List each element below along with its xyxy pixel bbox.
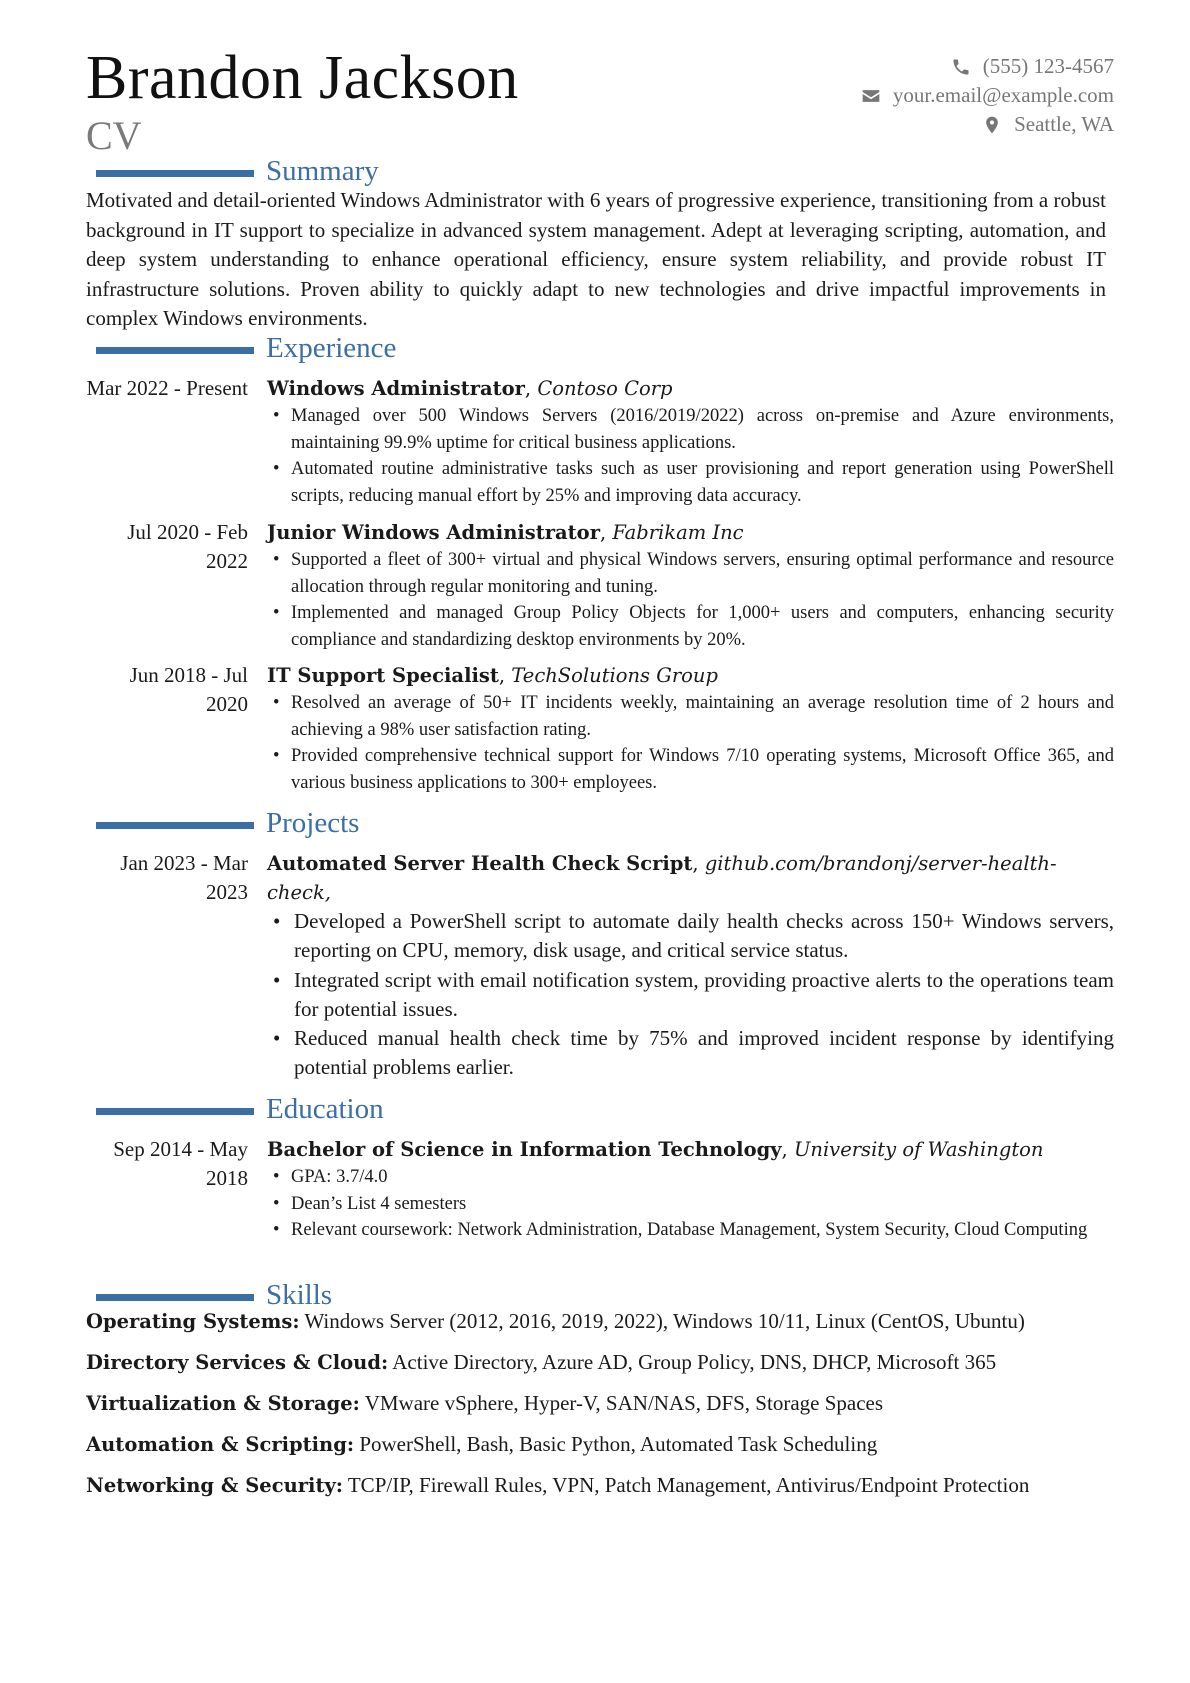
skill-row — [86, 1389, 1111, 1418]
employer: TechSolutions Group — [511, 664, 718, 687]
skill-row — [86, 1430, 1111, 1459]
entry-content — [267, 849, 1114, 1083]
skill-label: Virtualization & Storage: — [86, 1392, 360, 1415]
experience-entry — [86, 374, 1114, 509]
entry-heading: Junior Windows Administrator, Fabrikam Inc — [267, 521, 744, 544]
skill-value: TCP/IP, Firewall Rules, VPN, Patch Management, Antivirus/Endpoint Protection — [347, 1473, 1030, 1497]
skill-value: VMware vSphere, Hyper-V, SAN/NAS, DFS, Storage Spaces — [364, 1391, 884, 1415]
phone-icon — [951, 57, 971, 77]
section-title: Skills — [266, 1279, 333, 1311]
projects-heading — [96, 806, 359, 840]
skill-value: Active Directory, Azure AD, Group Policy, DNS, DHCP, Microsoft 365 — [392, 1350, 997, 1374]
list-item: • Developed a PowerShell script to automate daily health checks across 150+ Windows servers, reporting on CPU, memory, disk usage, and critical service status. — [267, 907, 1114, 966]
map-pin-icon — [982, 115, 1002, 135]
job-title: Junior Windows Administrator — [267, 521, 600, 544]
summary-text: Motivated and detail-oriented Windows Administrator with 6 years of progressive experience, transitioning from a robust background in IT support to specialize in advanced system management. Adept at leveraging scripting, automation, and deep system understanding to enhance operational efficiency, ensure system reliability, and provide robust IT infrastructure solutions. Proven ability to quickly adapt to new technologies and drive impactful improvements in complex Windows environments. — [86, 188, 1106, 330]
institution: University of Washington — [793, 1138, 1044, 1161]
skill-value: PowerShell, Bash, Basic Python, Automated Task Scheduling — [359, 1432, 878, 1456]
entry-date: Mar 2022 - Present — [86, 376, 248, 400]
bullet-list — [267, 403, 1114, 509]
entry-date: Sep 2014 - May 2018 — [113, 1137, 248, 1190]
project-entry — [86, 849, 1114, 1083]
employer: Contoso Corp — [537, 377, 673, 400]
job-title: Windows Administrator — [267, 377, 525, 400]
bullet-list — [267, 907, 1114, 1083]
section-accent-bar — [96, 1294, 254, 1301]
section-accent-bar — [96, 1108, 254, 1115]
entry-heading: Automated Server Health Check Script, github.com/brandonj/server-health-check, — [267, 852, 1057, 904]
entry-date: Jan 2023 - Mar 2023 — [120, 851, 248, 904]
entry-content — [267, 518, 1114, 653]
skill-value: Windows Server (2012, 2016, 2019, 2022), Windows 10/11, Linux (CentOS, Ubuntu) — [304, 1309, 1025, 1333]
section-title: Education — [266, 1093, 384, 1125]
entry-heading: Bachelor of Science in Information Technology, University of Washington — [267, 1138, 1044, 1161]
location-text: Seattle, WA — [1014, 112, 1114, 136]
list-item: • Supported a fleet of 300+ virtual and physical Windows servers, ensuring optimal performance and resource allocation through regular monitoring and tuning. — [267, 547, 1114, 600]
education-heading — [96, 1092, 384, 1126]
section-accent-bar — [96, 822, 254, 829]
candidate-name: Brandon Jackson — [86, 44, 519, 112]
skill-label: Directory Services & Cloud: — [86, 1351, 389, 1374]
list-item: • Automated routine administrative tasks such as user provisioning and report generation using PowerShell scripts, reducing manual effort by 25% and improving data accuracy. — [267, 456, 1114, 509]
bullet-list — [267, 690, 1114, 796]
experience-entry — [86, 661, 1114, 796]
email-text[interactable]: your.email@example.com — [892, 83, 1114, 107]
list-item: • Relevant coursework: Network Administration, Database Management, System Security, Cloud Computing — [267, 1217, 1114, 1244]
project-title: Automated Server Health Check Script — [267, 852, 693, 875]
list-item: • Provided comprehensive technical support for Windows 7/10 operating systems, Microsoft Office 365, and various business applications to 300+ employees. — [267, 743, 1114, 796]
contact-email — [861, 81, 1114, 110]
skill-label: Automation & Scripting: — [86, 1433, 355, 1456]
summary-heading — [96, 154, 379, 188]
envelope-icon — [861, 86, 881, 106]
skill-label: Operating Systems: — [86, 1310, 300, 1333]
degree-title: Bachelor of Science in Information Technology — [267, 1138, 782, 1161]
contact-phone — [861, 52, 1114, 81]
entry-date: Jul 2020 - Feb 2022 — [127, 520, 248, 573]
entry-date: Jun 2018 - Jul 2020 — [129, 663, 248, 716]
project-link[interactable]: github.com/brandonj/server-health-check, — [267, 852, 1057, 904]
section-title: Summary — [266, 155, 379, 187]
skill-row — [86, 1471, 1111, 1500]
education-entry — [86, 1135, 1114, 1244]
bullet-list — [267, 1164, 1114, 1244]
employer: Fabrikam Inc — [612, 521, 744, 544]
bullet-list — [267, 547, 1114, 653]
list-item: • Managed over 500 Windows Servers (2016/2019/2022) across on-premise and Azure environments, maintaining 99.9% uptime for critical business applications. — [267, 403, 1114, 456]
entry-content — [267, 1135, 1114, 1244]
skill-label: Networking & Security: — [86, 1474, 343, 1497]
list-item: • GPA: 3.7/4.0 — [267, 1164, 1114, 1191]
skill-row — [86, 1307, 1111, 1336]
list-item: • Resolved an average of 50+ IT incidents weekly, maintaining an average resolution time of 2 hours and achieving a 98% user satisfaction rating. — [267, 690, 1114, 743]
experience-entry — [86, 518, 1114, 653]
contact-location — [861, 110, 1114, 139]
entry-heading: IT Support Specialist, TechSolutions Group — [267, 664, 718, 687]
experience-heading — [96, 331, 396, 365]
entry-content — [267, 374, 1114, 509]
contact-block — [861, 52, 1114, 139]
list-item: • Implemented and managed Group Policy Objects for 1,000+ users and computers, enhancing security compliance and standardizing desktop environments by 20%. — [267, 600, 1114, 653]
list-item: • Reduced manual health check time by 75% and improved incident response by identifying potential problems earlier. — [267, 1024, 1114, 1083]
skills-list — [86, 1307, 1111, 1512]
skill-row — [86, 1348, 1111, 1377]
section-title: Experience — [266, 332, 397, 364]
entry-heading: Windows Administrator, Contoso Corp — [267, 377, 673, 400]
entry-content — [267, 661, 1114, 796]
list-item: • Integrated script with email notification system, providing proactive alerts to the operations team for potential issues. — [267, 966, 1114, 1025]
list-item: • Dean’s List 4 semesters — [267, 1191, 1114, 1218]
section-title: Projects — [266, 807, 360, 839]
section-accent-bar — [96, 347, 254, 354]
section-accent-bar — [96, 170, 254, 177]
phone-text: (555) 123-4567 — [982, 54, 1114, 78]
job-title: IT Support Specialist — [267, 664, 499, 687]
document-subtitle: CV — [86, 113, 142, 158]
